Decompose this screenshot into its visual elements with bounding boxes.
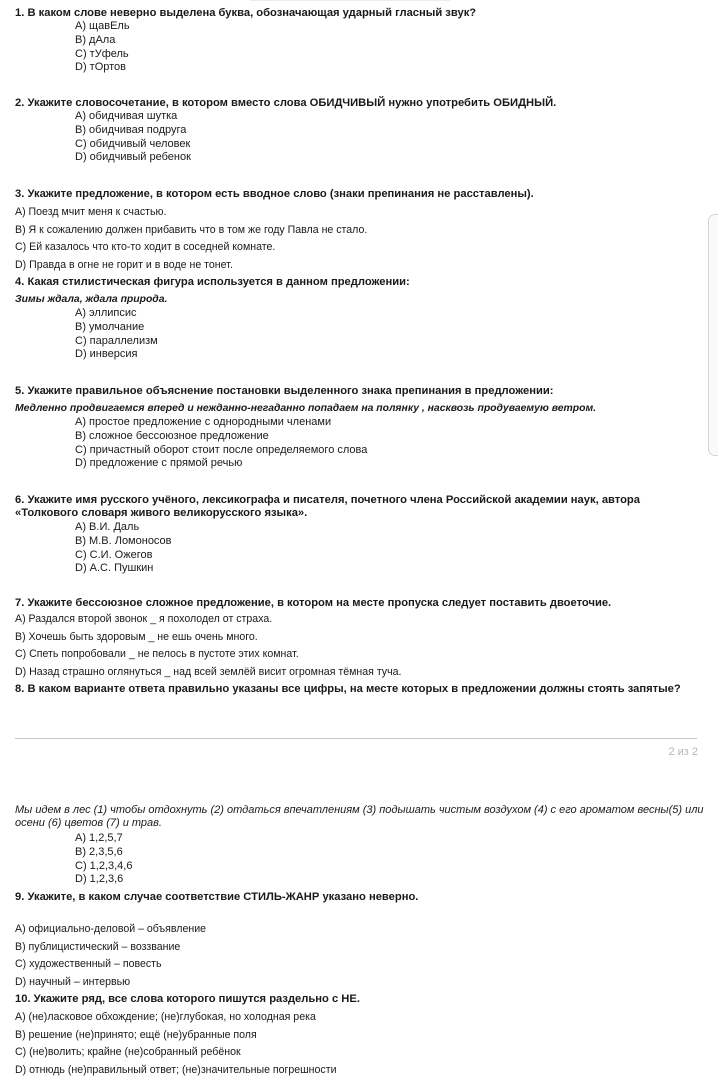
question-6-option-b: В) М.В. Ломоносов xyxy=(75,534,172,547)
page-divider xyxy=(15,738,697,739)
question-2-option-b: В) обидчивая подруга xyxy=(75,123,187,136)
question-7-option-c: С) Спеть попробовали _ не пелось в пустоте этих комнат. xyxy=(15,648,299,660)
question-2-options xyxy=(75,110,191,165)
question-2-option-c: С) обидчивый человек xyxy=(75,137,191,150)
question-8-options xyxy=(75,832,132,887)
question-1-options xyxy=(75,20,130,75)
question-5-sentence: Медленно продвигаемся вперед и нежданно-негаданно попадаем на полянку , насквозь продуваемую ветром. xyxy=(15,403,597,414)
question-7-option-b: В) Хочешь быть здоровым _ не ешь очень много. xyxy=(15,631,258,643)
question-6-option-d: D) А.С. Пушкин xyxy=(75,562,154,575)
question-1-option-d: D) тОртов xyxy=(75,61,127,74)
question-9-title: 9. Укажите, в каком случае соответствие СТИЛЬ-ЖАНР указано неверно. xyxy=(15,891,419,903)
question-6-option-c: С) С.И. Ожегов xyxy=(75,548,153,561)
question-2-option-a: А) обидчивая шутка xyxy=(75,110,178,122)
question-1-option-c: С) тУфель xyxy=(75,47,129,60)
question-5-option-a: А) простое предложение с однородными членами xyxy=(75,416,332,428)
question-5-options xyxy=(75,416,367,471)
question-9-option-a: А) официально-деловой – объявление xyxy=(15,923,207,935)
question-9-option-c: С) художественный – повесть xyxy=(15,958,162,970)
question-3-option-d: D) Правда в огне не горит и в воде не тонет. xyxy=(15,259,233,271)
question-8-title: 8. В каком варианте ответа правильно указаны все цифры, на месте которых в предложении должны стоять запятые? xyxy=(15,683,681,695)
question-3-option-c: С) Ей казалось что кто-то ходит в соседней комнате. xyxy=(15,241,276,253)
question-5-title: 5. Укажите правильное объяснение постановки выделенного знака препинания в предложении: xyxy=(15,385,554,397)
question-9-option-b: В) публицистический – воззвание xyxy=(15,941,181,953)
question-4-sentence: Зимы ждала, ждала природа. xyxy=(15,294,168,305)
question-6-options xyxy=(75,521,172,576)
question-1-title: 1. В каком слове неверно выделена буква, обозначающая ударный гласный звук? xyxy=(15,7,477,19)
question-7-option-d: D) Назад страшно оглянуться _ над всей землёй висит огромная тёмная туча. xyxy=(15,666,402,678)
question-10-option-a: А) (не)ласковое обхождение; (не)глубокая, но холодная река xyxy=(15,1011,316,1023)
question-3-option-b: В) Я к сожалению должен прибавить что в том же году Павла не стало. xyxy=(15,224,368,236)
question-8-option-b: В) 2,3,5,6 xyxy=(75,845,123,858)
question-1-option-b: В) дАла xyxy=(75,33,116,46)
question-8-sentence: Мы идем в лес (1) чтобы отдохнуть (2) отдаться впечатлениям (3) подышать чистым воздухом (4) с его ароматом весны(5) или осени (6) цветов (7) и трав. xyxy=(15,804,704,829)
question-5-option-c: С) причастный оборот стоит после определяемого слова xyxy=(75,443,368,456)
question-4-option-d: D) инверсия xyxy=(75,348,138,361)
side-scroll-handle[interactable] xyxy=(708,214,718,456)
question-2-title: 2. Укажите словосочетание, в котором вместо слова ОБИДЧИВЫЙ нужно употребить ОБИДНЫЙ. xyxy=(15,97,557,109)
question-1-option-a: А) щавЕль xyxy=(75,20,130,32)
question-4-option-c: С) параллелизм xyxy=(75,334,158,347)
question-5-option-b: В) сложное бессоюзное предложение xyxy=(75,429,269,442)
question-2-option-d: D) обидчивый ребенок xyxy=(75,151,191,164)
question-6-title: 6. Укажите имя русского учёного, лексикографа и писателя, почетного члена Российской академии наук, автора «Толкового словаря живого великорусского языка». xyxy=(15,494,640,519)
question-10-option-b: В) решение (не)принято; ещё (не)убранные поля xyxy=(15,1029,257,1041)
page-number: 2 из 2 xyxy=(668,746,698,758)
question-3-option-a: А) Поезд мчит меня к счастью. xyxy=(15,206,167,218)
question-6-option-a: А) В.И. Даль xyxy=(75,521,140,533)
question-4-option-b: В) умолчание xyxy=(75,320,145,333)
question-4-options xyxy=(75,307,158,362)
page-top-edge xyxy=(250,0,450,1)
question-7-title: 7. Укажите бессоюзное сложное предложение, в котором на месте пропуска следует поставить двоеточие. xyxy=(15,597,612,609)
question-3-title: 3. Укажите предложение, в котором есть вводное слово (знаки препинания не расставлены). xyxy=(15,188,534,200)
question-10-option-c: С) (не)волить; крайне (не)собранный ребёнок xyxy=(15,1046,241,1058)
question-7-option-a: А) Раздался второй звонок _ я похолодел от страха. xyxy=(15,613,273,625)
question-9-option-d: D) научный – интервью xyxy=(15,976,131,988)
question-8-option-d: D) 1,2,3,6 xyxy=(75,873,124,886)
question-8-option-a: А) 1,2,5,7 xyxy=(75,832,123,844)
question-5-option-d: D) предложение с прямой речью xyxy=(75,457,243,470)
question-4-title: 4. Какая стилистическая фигура используется в данном предложении: xyxy=(15,276,410,288)
question-8-option-c: С) 1,2,3,4,6 xyxy=(75,859,133,872)
question-4-option-a: А) эллипсис xyxy=(75,307,137,319)
question-10-option-d: D) отнюдь (не)правильный ответ; (не)значительные погрешности xyxy=(15,1064,337,1076)
question-10-title: 10. Укажите ряд, все слова которого пишутся раздельно с НЕ. xyxy=(15,993,360,1005)
